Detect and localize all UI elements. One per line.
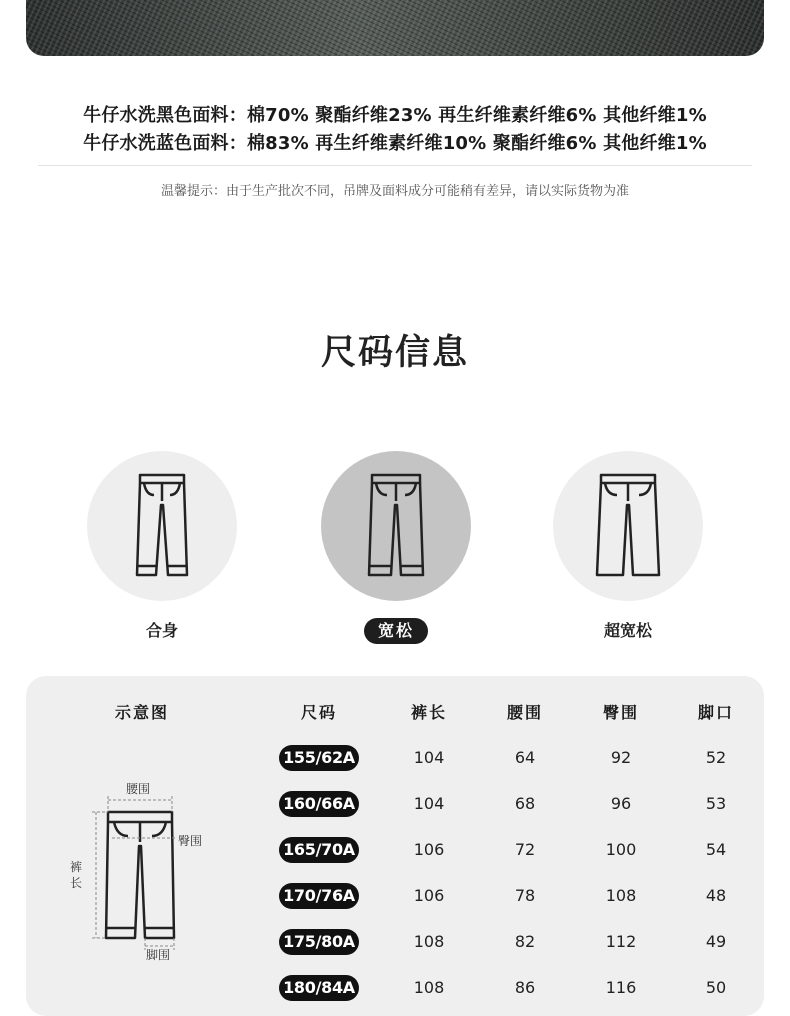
- size-pill: 155/62A: [279, 745, 359, 771]
- hem-cell: 52: [705, 748, 727, 767]
- denim-fabric-photo: [26, 0, 764, 56]
- hip-cell: 100: [605, 840, 637, 859]
- fabric-composition-blue: 牛仔水洗蓝色面料：棉83% 再生纤维素纤维10% 聚酯纤维6% 其他纤维1%: [83, 133, 707, 154]
- fit-circle: [553, 451, 703, 601]
- pants-measurement-icon: [68, 778, 218, 968]
- loose-pants-icon: [366, 471, 426, 581]
- size-pill: 175/80A: [279, 929, 359, 955]
- header-length: 裤长: [410, 703, 448, 722]
- waist-cell: 72: [514, 840, 536, 859]
- length-cell: 108: [413, 932, 445, 951]
- header-hem: 脚口: [697, 703, 735, 722]
- waist-cell: 68: [514, 794, 536, 813]
- waist-cell: 64: [514, 748, 536, 767]
- size-pill: 165/70A: [279, 837, 359, 863]
- hem-cell: 53: [705, 794, 727, 813]
- length-label-top: 裤: [70, 860, 83, 874]
- fit-option-slim[interactable]: [87, 451, 237, 641]
- length-label-bottom: 长: [70, 876, 83, 890]
- divider: [38, 165, 752, 166]
- fit-option-extra-loose[interactable]: [553, 451, 703, 641]
- fit-label-slim: 合身: [145, 621, 178, 640]
- size-pill: 160/66A: [279, 791, 359, 817]
- section-title: 尺码信息: [320, 333, 469, 373]
- length-cell: 106: [413, 886, 445, 905]
- waist-cell: 86: [514, 978, 536, 997]
- fabric-composition-black: 牛仔水洗黑色面料：棉70% 聚酯纤维23% 再生纤维素纤维6% 其他纤维1%: [83, 105, 707, 126]
- hip-cell: 92: [610, 748, 632, 767]
- hip-cell: 116: [605, 978, 637, 997]
- header-hip: 臀围: [602, 703, 640, 722]
- hip-label: 臀围: [178, 834, 203, 848]
- size-pill: 180/84A: [279, 975, 359, 1001]
- fit-label-extra-loose: 超宽松: [603, 621, 652, 640]
- measurement-diagram: [68, 778, 218, 968]
- fit-circle: [87, 451, 237, 601]
- hem-cell: 50: [705, 978, 727, 997]
- length-cell: 106: [413, 840, 445, 859]
- hip-cell: 112: [605, 932, 637, 951]
- fit-circle-active: [321, 451, 471, 601]
- length-cell: 104: [413, 794, 445, 813]
- hip-cell: 96: [610, 794, 632, 813]
- hem-cell: 48: [705, 886, 727, 905]
- length-cell: 104: [413, 748, 445, 767]
- header-waist: 腰围: [506, 703, 544, 722]
- size-pill: 170/76A: [279, 883, 359, 909]
- hip-cell: 108: [605, 886, 637, 905]
- extra-loose-pants-icon: [595, 471, 661, 581]
- waist-label: 腰围: [126, 782, 151, 796]
- slim-pants-icon: [132, 471, 192, 581]
- hem-cell: 49: [705, 932, 727, 951]
- header-size: 尺码: [300, 703, 338, 722]
- length-cell: 108: [413, 978, 445, 997]
- waist-cell: 82: [514, 932, 536, 951]
- fit-label-loose: 宽松: [321, 618, 471, 644]
- hem-cell: 54: [705, 840, 727, 859]
- waist-cell: 78: [514, 886, 536, 905]
- header-diagram: 示意图: [114, 703, 170, 722]
- fit-option-loose[interactable]: [321, 451, 471, 644]
- hem-label: 脚围: [146, 948, 171, 962]
- warm-tip: 温馨提示：由于生产批次不同，吊牌及面料成分可能稍有差异，请以实际货物为准: [160, 184, 629, 199]
